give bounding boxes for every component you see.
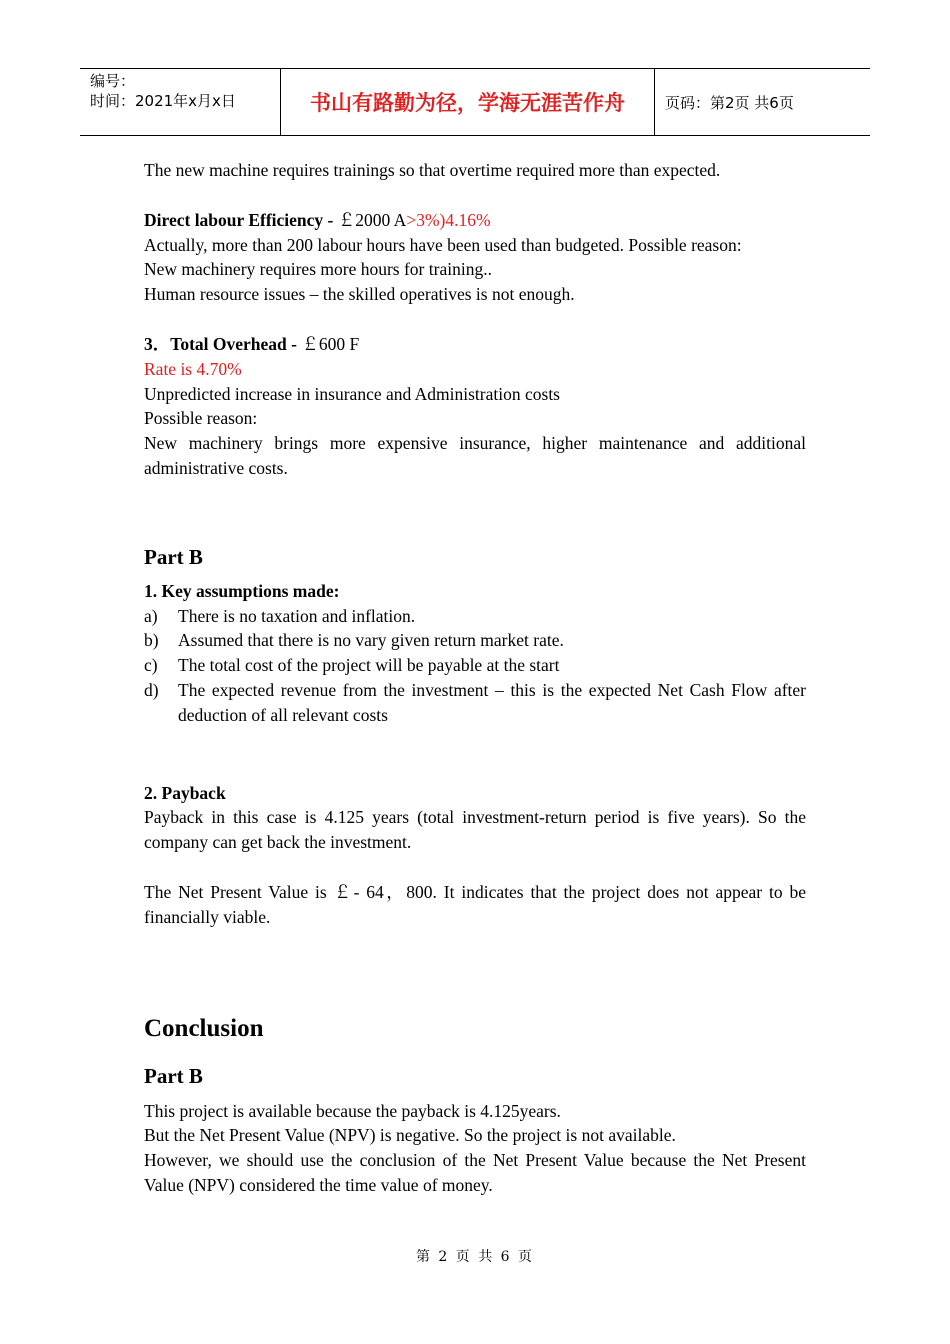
conclusion-line: However, we should use the conclusion of the Net Present Value because the Net Present Value (NPV) considered the time value of money. [144, 1150, 806, 1195]
dle-rate: >3%)4.16% [406, 209, 491, 230]
dle-title: Direct labour Efficiency - [144, 209, 338, 230]
conclusion-part-b-heading: Part B [144, 1063, 203, 1088]
overhead-amount: ￡600 F [301, 333, 360, 354]
assumption-text: There is no taxation and inflation. [178, 605, 416, 626]
dle-line: Actually, more than 200 labour hours have been used than budgeted. Possible reason: [144, 234, 742, 255]
overhead-line: Possible reason: [144, 408, 258, 429]
overhead-line: New machinery brings more expensive insurance, higher maintenance and additional administrative costs. [144, 433, 806, 478]
dle-line: Human resource issues – the skilled operatives is not enough. [144, 284, 575, 305]
assumption-item [144, 604, 806, 629]
assumptions-title: 1. Key assumptions made: [144, 580, 340, 601]
list-marker: c) [144, 655, 158, 676]
document-body [144, 158, 806, 1198]
overhead-line: Unpredicted increase in insurance and Administration costs [144, 383, 560, 404]
dle-amount: ￡2000 A [337, 209, 407, 230]
npv-text: The Net Present Value is ￡- 64，800. It indicates that the project does not appear to be financially viable. [144, 881, 806, 927]
overtime-line: The new machine requires trainings so that overtime required more than expected. [144, 160, 721, 180]
page-footer: 第 2 页 共 6 页 [415, 1249, 535, 1265]
assumption-item [144, 628, 806, 653]
dle-heading [144, 208, 806, 233]
assumption-text: The total cost of the project will be payable at the start [178, 655, 560, 676]
payback-text: Payback in this case is 4.125 years (total investment-return period is five years). So the company can get back the investment. [144, 807, 806, 853]
payback-title: 2. Payback [144, 782, 226, 803]
conclusion-heading: Conclusion [144, 1014, 264, 1042]
assumption-text: Assumed that there is no vary given return market rate. [178, 630, 564, 651]
assumption-text: The expected revenue from the investment – this is the expected Net Cash Flow after deduction of all relevant costs [178, 679, 806, 725]
header-meta [80, 69, 281, 135]
overhead-title: 3．Total Overhead - [144, 333, 302, 354]
list-marker: b) [144, 630, 159, 651]
header-motto: 书山有路勤为径，学海无涯苦作舟 [281, 69, 655, 135]
part-b-heading: Part B [144, 544, 203, 569]
document-time-label: 时间：2021年x月x日 [90, 92, 236, 110]
list-marker: a) [144, 605, 158, 626]
assumption-item [144, 653, 806, 678]
conclusion-line: But the Net Present Value (NPV) is negative. So the project is not available. [144, 1125, 676, 1146]
document-number-label: 编号： [90, 72, 136, 90]
page-header [80, 68, 870, 136]
list-marker: d) [144, 679, 159, 700]
overhead-heading [144, 332, 806, 357]
conclusion-line: This project is available because the payback is 4.125years. [144, 1100, 561, 1121]
header-page-info: 页码：第2页 共6页 [665, 93, 794, 112]
overhead-rate: Rate is 4.70% [144, 358, 242, 379]
dle-line: New machinery requires more hours for training.. [144, 259, 492, 280]
assumption-item [144, 678, 806, 728]
